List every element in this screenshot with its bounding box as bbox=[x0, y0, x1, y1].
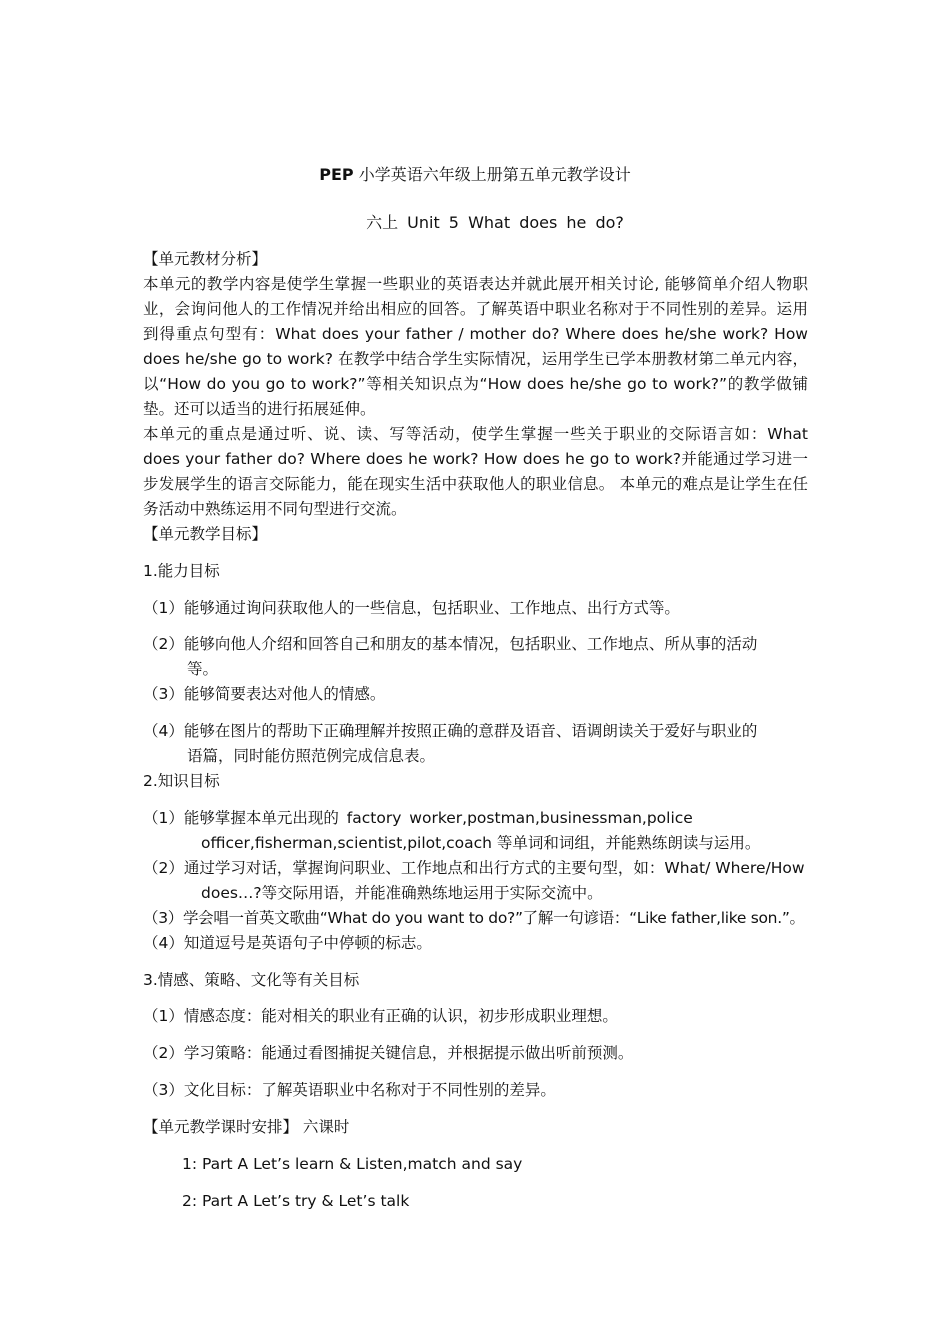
item-continuation: 等。 bbox=[187, 660, 219, 678]
item-text: （3）学会唱一首英文歌曲“What do you want to do?”了解一句谚语：“Like father,like son.”。 bbox=[143, 909, 805, 927]
goal-heading-ability: 1.能力目标 bbox=[143, 562, 220, 580]
goal-heading-emotion: 3.情感、策略、文化等有关目标 bbox=[143, 971, 360, 989]
document-title bbox=[0, 164, 950, 186]
ability-goal-item bbox=[143, 719, 808, 769]
item-text: （1）能够掌握本单元出现的 factory worker,postman,businessman,police bbox=[143, 809, 693, 827]
item-text: （2）通过学习对话，掌握询问职业、工作地点和出行方式的主要句型，如：What/ Where/How bbox=[143, 859, 805, 877]
knowledge-goal-item bbox=[143, 931, 808, 956]
ability-goal-item bbox=[143, 682, 808, 707]
item-text: （1）能够通过询问获取他人的一些信息，包括职业、工作地点、出行方式等。 bbox=[143, 599, 680, 617]
item-continuation: officer,fisherman,scientist,pilot,coach 等单词和词组，并能熟练朗读与运用。 bbox=[201, 834, 761, 852]
emotion-goal-item: （2）学习策略：能通过看图捕捉关键信息，并根据提示做出听前预测。 bbox=[143, 1044, 634, 1062]
section-heading-schedule: 【单元教学课时安排】 六课时 bbox=[143, 1118, 350, 1136]
item-continuation: 语篇，同时能仿照范例完成信息表。 bbox=[187, 747, 436, 765]
knowledge-goal-item bbox=[143, 906, 808, 931]
section-heading-analysis: 【单元教材分析】 bbox=[143, 250, 268, 268]
item-text: （3）能够简要表达对他人的情感。 bbox=[143, 685, 386, 703]
item-continuation: does…?等交际用语，并能准确熟练地运用于实际交流中。 bbox=[201, 884, 603, 902]
goal-heading-knowledge: 2.知识目标 bbox=[143, 772, 220, 790]
section-heading-goals: 【单元教学目标】 bbox=[143, 525, 268, 543]
lesson-item: 1: Part A Let’s learn & Listen,match and say bbox=[182, 1155, 523, 1173]
emotion-goal-item: （3）文化目标：了解英语职业中名称对于不同性别的差异。 bbox=[143, 1081, 556, 1099]
knowledge-goal-item bbox=[143, 806, 808, 856]
item-text: （4）能够在图片的帮助下正确理解并按照正确的意群及语音、语调朗读关于爱好与职业的 bbox=[143, 722, 758, 740]
item-text: （2）能够向他人介绍和回答自己和朋友的基本情况，包括职业、工作地点、所从事的活动 bbox=[143, 635, 758, 653]
emotion-goal-item: （1）情感态度：能对相关的职业有正确的认识，初步形成职业理想。 bbox=[143, 1007, 618, 1025]
title-rest: 小学英语六年级上册第五单元教学设计 bbox=[353, 165, 631, 184]
knowledge-goal-item bbox=[143, 856, 808, 906]
ability-goal-item bbox=[143, 632, 808, 682]
ability-goal-item bbox=[143, 596, 808, 621]
analysis-paragraph-1: 本单元的教学内容是使学生掌握一些职业的英语表达并就此展开相关讨论, 能够简单介绍人物职业，会询问他人的工作情况并给出相应的回答。了解英语中职业名称对于不同性别的差异。运用到得重点句型有：What does your father / mother do? Where does he/she work? How does he/she go to work? 在教学中结合学生实际情况，运用学生已学本册教材第二单元内容，以“How do you go to work?”等相关知识点为“How does he/she go to work?”的教学做铺垫。还可以适当的进行拓展延伸。 bbox=[143, 275, 808, 418]
lesson-item: 2: Part A Let’s try & Let’s talk bbox=[182, 1192, 410, 1210]
document-subtitle: 六上 Unit 5 What does he do? bbox=[366, 213, 624, 232]
analysis-paragraph-2: 本单元的重点是通过听、说、读、写等活动，使学生掌握一些关于职业的交际语言如：What does your father do? Where does he work? How does he go to work?并能通过学习进一步发展学生的语言交际能力，能在现实生活中获取他人的职业信息。 本单元的难点是让学生在任务活动中熟练运用不同句型进行交流。 bbox=[143, 425, 808, 518]
title-bold: PEP bbox=[319, 165, 354, 184]
item-text: （4）知道逗号是英语句子中停顿的标志。 bbox=[143, 934, 432, 952]
